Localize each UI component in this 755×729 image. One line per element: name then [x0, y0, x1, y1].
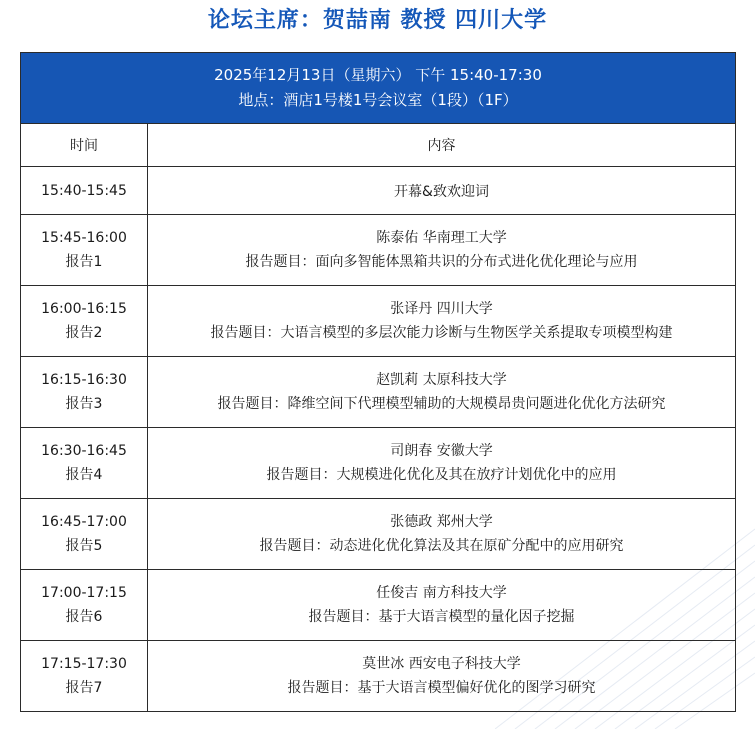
header-time: 时间	[21, 124, 148, 167]
talk-topic: 报告题目：大规模进化优化及其在放疗计划优化中的应用	[266, 467, 617, 483]
talk-topic: 报告题目：面向多智能体黑箱共识的分布式进化优化理论与应用	[245, 254, 638, 270]
talk-time: 15:45-16:00	[41, 230, 127, 246]
talk-time: 16:45-17:00	[41, 514, 127, 530]
time-cell: 15:40-15:45	[21, 167, 148, 215]
time-cell	[21, 428, 148, 499]
content-cell	[148, 570, 736, 641]
talk-topic: 报告题目：基于大语言模型偏好优化的图学习研究	[287, 680, 596, 696]
time-cell	[21, 570, 148, 641]
talk-topic: 报告题目：降维空间下代理模型辅助的大规模昂贵问题进化优化方法研究	[217, 396, 666, 412]
talk-topic: 报告题目：动态进化优化算法及其在原矿分配中的应用研究	[259, 538, 624, 554]
talk-time: 16:30-16:45	[41, 443, 127, 459]
table-row	[21, 215, 736, 286]
speaker: 任俊吉 南方科技大学	[376, 585, 507, 601]
header-content: 内容	[148, 124, 736, 167]
session-datetime: 2025年12月13日（星期六） 下午 15:40-17:30	[214, 66, 542, 84]
speaker: 莫世冰 西安电子科技大学	[362, 656, 521, 672]
content-cell	[148, 499, 736, 570]
speaker: 赵凯莉 太原科技大学	[376, 372, 507, 388]
forum-chair-title: 论坛主席：贺喆南 教授 四川大学	[207, 8, 548, 33]
talk-time: 17:00-17:15	[41, 585, 127, 601]
talk-label: 报告6	[65, 609, 103, 625]
table-row	[21, 499, 736, 570]
session-banner	[21, 53, 736, 124]
table-row	[21, 357, 736, 428]
content-cell	[148, 286, 736, 357]
time-cell	[21, 357, 148, 428]
table-row	[21, 641, 736, 712]
table-row	[21, 286, 736, 357]
time-cell	[21, 286, 148, 357]
banner-row	[21, 53, 736, 124]
time-cell	[21, 499, 148, 570]
speaker: 陈泰佑 华南理工大学	[376, 230, 507, 246]
speaker: 司朗春 安徽大学	[390, 443, 493, 459]
talk-time: 16:00-16:15	[41, 301, 127, 317]
header-row	[21, 124, 736, 167]
content-cell: 开幕&致欢迎词	[148, 167, 736, 215]
time-cell	[21, 641, 148, 712]
speaker: 张译丹 四川大学	[390, 301, 493, 317]
content-cell	[148, 357, 736, 428]
talk-topic: 报告题目：大语言模型的多层次能力诊断与生物医学关系提取专项模型构建	[210, 325, 673, 341]
talk-label: 报告5	[65, 538, 103, 554]
talk-label: 报告3	[65, 396, 103, 412]
talk-label: 报告1	[65, 254, 103, 270]
talk-label: 报告4	[65, 467, 103, 483]
session-location: 地点：酒店1号楼1号会议室（1段）（1F）	[238, 91, 518, 109]
talk-time: 17:15-17:30	[41, 656, 127, 672]
content-cell	[148, 428, 736, 499]
talk-topic: 报告题目：基于大语言模型的量化因子挖掘	[308, 609, 575, 625]
speaker: 张德政 郑州大学	[390, 514, 493, 530]
table-row	[21, 570, 736, 641]
content-cell	[148, 215, 736, 286]
table-row	[21, 428, 736, 499]
time-cell	[21, 215, 148, 286]
table-row	[21, 167, 736, 215]
content-cell	[148, 641, 736, 712]
talk-time: 16:15-16:30	[41, 372, 127, 388]
schedule-table	[20, 52, 736, 712]
talk-label: 报告2	[65, 325, 103, 341]
talk-label: 报告7	[65, 680, 103, 696]
